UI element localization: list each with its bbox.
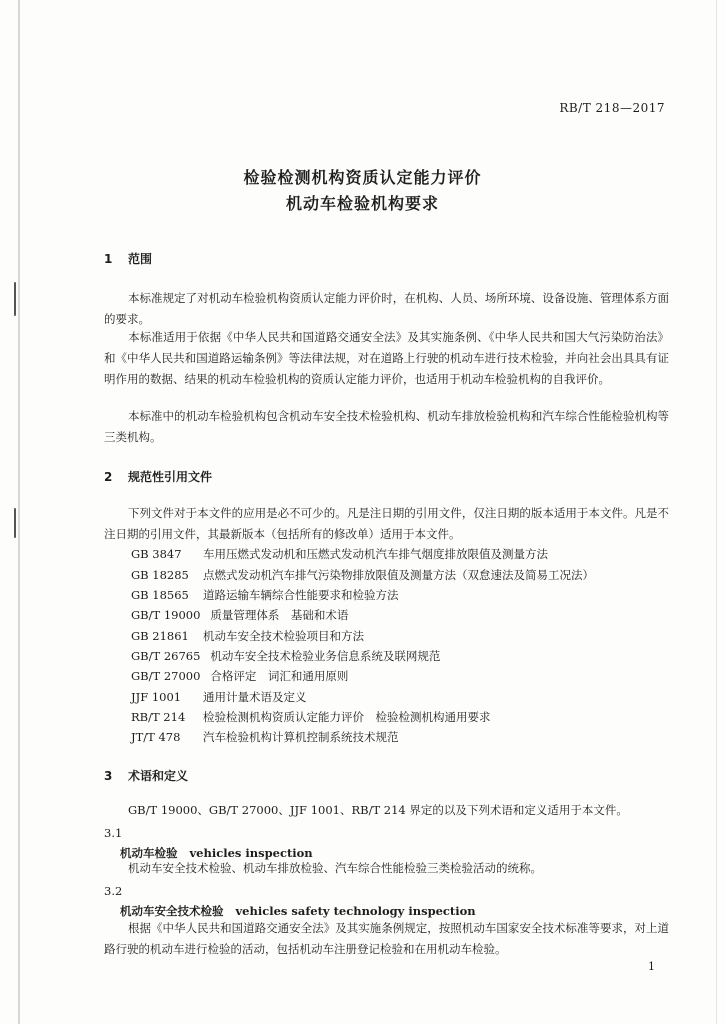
reference-item: GB 18285 点燃式发动机汽车排气污染物排放限值及测量方法（双怠速法及简易工况法）	[131, 568, 594, 582]
section-heading-terms-definitions	[104, 767, 188, 784]
term-definition: 根据《中华人民共和国道路交通安全法》及其实施条例规定，按照机动车国家安全技术标准等要求，对上道路行驶的机动车进行检验的活动，包括机动车注册登记检验和在用机动车检验。	[104, 921, 669, 956]
section-title: 规范性引用文件	[128, 470, 213, 484]
scan-right-edge	[716, 0, 717, 1024]
paragraph: 下列文件对于本文件的应用是必不可少的。凡是注日期的引用文件，仅注日期的版本适用于本文件。凡是不注日期的引用文件，其最新版本（包括所有的修改单）适用于本文件。	[104, 506, 669, 541]
reference-item: JT/T 478 汽车检验机构计算机控制系统技术规范	[131, 730, 399, 744]
clause-number: 3.1	[104, 826, 123, 840]
clause-number: 3.2	[104, 884, 123, 898]
paragraph: 本标准中的机动车检验机构包含机动车安全技术检验机构、机动车排放检验机构和汽车综合性能检验机构等三类机构。	[104, 409, 669, 444]
title-line-1: 检验检测机构资质认定能力评价	[243, 168, 482, 187]
standard-code: RB/T 218—2017	[559, 101, 665, 115]
scan-left-edge	[18, 0, 20, 1024]
paragraph: GB/T 19000、GB/T 27000、JJF 1001、RB/T 214 界定的以及下列术语和定义适用于本文件。	[128, 803, 628, 817]
section-title: 术语和定义	[128, 769, 189, 783]
paragraph: 本标准适用于依据《中华人民共和国道路交通安全法》及其实施条例、《中华人民共和国大气污染防治法》和《中华人民共和国道路运输条例》等法律法规，对在道路上行驶的机动车进行技术检验，并向社会出具具有证明作用的数据、结果的机动车检验机构的资质认定能力评价，也适用于机动车检验机构的自我评价。	[104, 330, 669, 386]
reference-item: RB/T 214 检验检测机构资质认定能力评价 检验检测机构通用要求	[131, 710, 491, 724]
reference-item: JJF 1001 通用计量术语及定义	[131, 690, 307, 704]
binding-mark	[14, 282, 16, 316]
reference-item: GB 21861 机动车安全技术检验项目和方法	[131, 629, 364, 643]
title-line-2: 机动车检验机构要求	[285, 194, 439, 213]
term-heading: 机动车安全技术检验 vehicles safety technology inspection	[120, 904, 476, 918]
reference-item: GB 18565 道路运输车辆综合性能要求和检验方法	[131, 588, 399, 602]
section-heading-scope	[104, 250, 152, 267]
binding-mark	[14, 508, 16, 538]
section-number: 2	[104, 470, 113, 484]
page-number: 1	[648, 960, 655, 973]
section-number: 1	[104, 252, 113, 266]
reference-item: GB/T 19000 质量管理体系 基础和术语	[131, 608, 349, 622]
section-heading-normative-references	[104, 468, 212, 485]
term-definition: 机动车安全技术检验、机动车排放检验、汽车综合性能检验三类检验活动的统称。	[128, 861, 542, 875]
paragraph: 本标准规定了对机动车检验机构资质认定能力评价时，在机构、人员、场所环境、设备设施、管理体系方面的要求。	[104, 291, 669, 326]
reference-item: GB/T 27000 合格评定 词汇和通用原则	[131, 669, 349, 683]
section-title: 范围	[128, 252, 153, 266]
reference-item: GB 3847 车用压燃式发动机和压燃式发动机汽车排气烟度排放限值及测量方法	[131, 547, 548, 561]
section-number: 3	[104, 769, 113, 783]
reference-item: GB/T 26765 机动车安全技术检验业务信息系统及联网规范	[131, 649, 441, 663]
term-heading: 机动车检验 vehicles inspection	[120, 846, 313, 860]
